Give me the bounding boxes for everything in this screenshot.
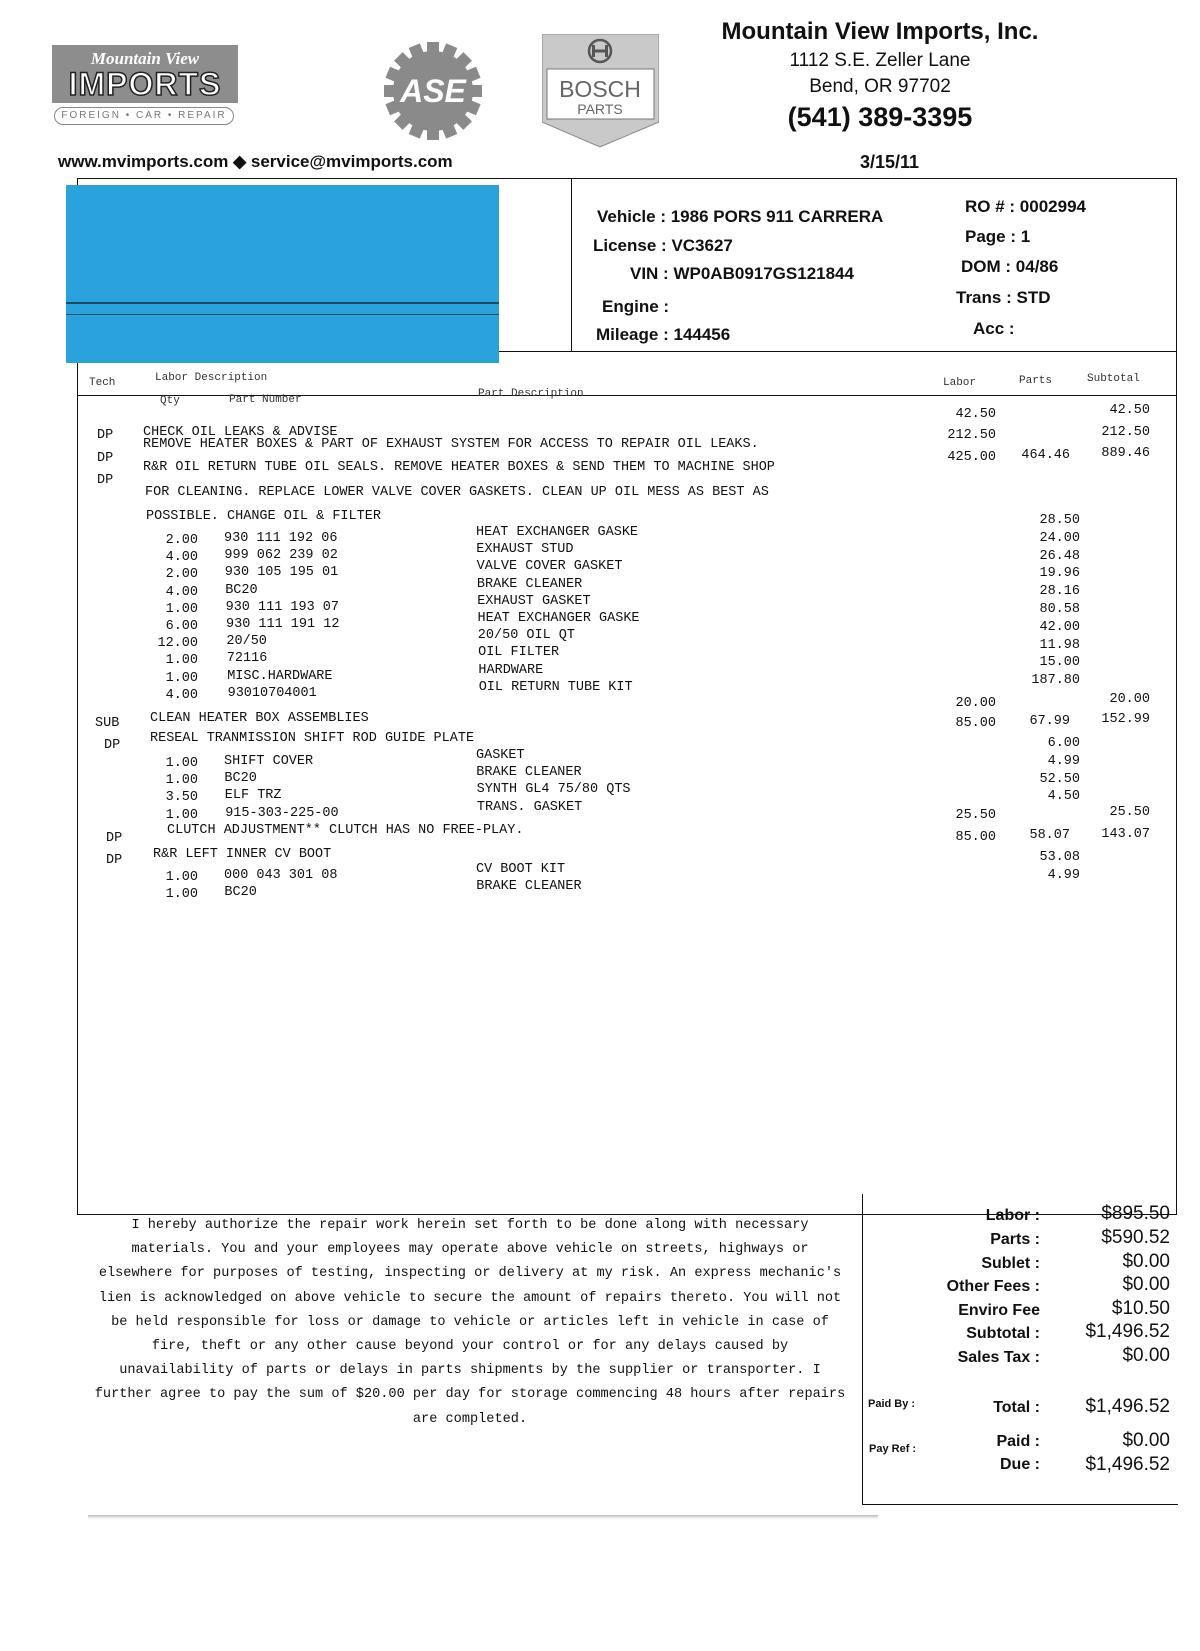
total-row-value: $10.50 [1111, 1298, 1170, 1319]
logo-script-text: Mountain View [90, 49, 200, 68]
line-subtotal: 20.00 [1109, 692, 1150, 707]
part-number: 930 111 192 06 [224, 531, 338, 546]
total-row-label: Subtotal : [966, 1325, 1040, 1342]
total-row-value: $1,496.52 [1085, 1321, 1170, 1342]
part-qty: 12.00 [157, 636, 198, 652]
total-row-label: Sales Tax : [957, 1349, 1040, 1366]
part-qty: 1.00 [165, 886, 198, 902]
line-description: CLUTCH ADJUSTMENT** CLUTCH HAS NO FREE-PLAY. [167, 823, 524, 838]
part-description: HARDWARE [478, 662, 544, 678]
part-price: 28.50 [1039, 513, 1080, 528]
col-labor-description: Labor Description [155, 372, 268, 384]
ase-text: ASE [400, 73, 466, 109]
total-row-label: Enviro Fee [958, 1302, 1040, 1319]
col-part-number: Part Number [229, 394, 302, 406]
part-qty: 2.00 [165, 533, 198, 548]
part-description: HEAT EXCHANGER GASKE [476, 525, 639, 540]
part-price: 4.50 [1047, 789, 1080, 805]
line-parts: 464.46 [1021, 448, 1070, 463]
line-tech: DP [97, 428, 114, 443]
part-number: ELF TRZ [224, 788, 282, 804]
part-number: 72116 [226, 651, 268, 667]
line-labor: 25.50 [955, 808, 996, 823]
authorization-statement: I hereby authorize the repair work herein set forth to be done along with necessary materials. You and your employees may operate above vehicle on streets, highways or elsewhere for purposes of testing, inspecting or delivery at my risk. An express mechanic's lien is acknowledged on above vehicle to secure the amount of repairs thereto. You will not be held responsible for loss or damage to vehicle or articles left in vehicle in case of fire, theft or any other cause beyond your control or for any delays caused by unavailability of parts or delays in parts shipments by the supplier or transporter. I further agree to pay the sum of $20.00 per day for storage commencing 48 hours after repairs are completed. [94, 1218, 846, 1427]
part-number: 930 111 193 07 [225, 599, 340, 615]
line-tech: DP [106, 853, 123, 868]
col-qty: Qty [160, 395, 180, 407]
col-part-description: Part Description [478, 388, 584, 400]
header-divider [571, 178, 572, 351]
part-price: 11.98 [1039, 637, 1080, 653]
line-labor: 85.00 [955, 830, 996, 845]
total-row-label: Parts : [990, 1231, 1040, 1248]
col-tech: Tech [89, 377, 116, 389]
paid-value: $0.00 [1122, 1430, 1170, 1451]
logo-tagline: FOREIGN • CAR • REPAIR [54, 107, 234, 125]
part-description: BRAKE CLEANER [476, 765, 582, 781]
line-description: R&R LEFT INNER CV BOOT [153, 847, 332, 862]
page-field: Page : 1 [965, 227, 1031, 246]
part-qty: 1.00 [165, 870, 198, 885]
part-price: 28.16 [1039, 584, 1080, 600]
col-labor: Labor [943, 377, 977, 389]
line-description: REMOVE HEATER BOXES & PART OF EXHAUST SYSTEM FOR ACCESS TO REPAIR OIL LEAKS. [143, 437, 759, 452]
part-price: 19.96 [1039, 566, 1080, 582]
total-row-value: $0.00 [1122, 1251, 1170, 1272]
part-description: CV BOOT KIT [476, 862, 566, 877]
part-qty: 4.00 [165, 550, 198, 566]
bosch-parts-text: PARTS [577, 101, 623, 117]
line-description-cont: POSSIBLE. CHANGE OIL & FILTER [146, 509, 381, 524]
due-value: $1,496.52 [1085, 1454, 1170, 1475]
part-qty: 2.00 [165, 567, 198, 583]
line-subtotal: 42.50 [1109, 403, 1150, 418]
total-row-label: Sublet : [981, 1255, 1040, 1272]
line-description: RESEAL TRANMISSION SHIFT ROD GUIDE PLATE [150, 731, 475, 746]
part-number: 930 105 195 01 [224, 565, 339, 581]
total-label: Total : [993, 1399, 1040, 1416]
part-number: 20/50 [226, 634, 267, 650]
part-qty: 1.00 [165, 601, 198, 617]
invoice-date: 3/15/11 [860, 152, 920, 172]
part-description: SYNTH GL4 75/80 QTS [476, 782, 631, 798]
part-qty: 4.00 [165, 687, 198, 703]
total-row-value: $0.00 [1122, 1274, 1170, 1295]
ase-logo [380, 38, 486, 144]
paid-by-label: Paid By : [868, 1398, 916, 1410]
part-number: BC20 [224, 771, 257, 787]
line-description-cont: FOR CLEANING. REPLACE LOWER VALVE COVER GASKETS. CLEAN UP OIL MESS AS BEST AS [145, 485, 769, 500]
line-description: CHECK OIL LEAKS & ADVISE [143, 425, 338, 440]
part-description: BRAKE CLEANER [476, 878, 582, 894]
part-qty: 6.00 [165, 619, 198, 634]
part-number: 93010704001 [227, 685, 317, 701]
part-number: 915-303-225-00 [225, 805, 339, 821]
part-description: EXHAUST STUD [476, 542, 574, 558]
part-price: 42.00 [1039, 619, 1080, 635]
part-qty: 1.00 [165, 756, 198, 771]
line-parts: 58.07 [1029, 828, 1070, 843]
part-price: 26.48 [1039, 548, 1080, 564]
mileage-field: Mileage : 144456 [596, 325, 731, 344]
line-tech: DP [97, 451, 114, 466]
vehicle-field: Vehicle : 1986 PORS 911 CARRERA [597, 207, 884, 226]
part-price: 4.99 [1047, 753, 1080, 769]
part-qty: 1.00 [165, 773, 198, 789]
line-parts: 67.99 [1029, 714, 1070, 729]
part-description: HEAT EXCHANGER GASKE [477, 611, 640, 626]
part-description: 20/50 OIL QT [477, 628, 576, 644]
logo-imports-text: IMPORTS [68, 66, 222, 102]
part-price: 15.00 [1039, 655, 1080, 671]
line-tech: DP [104, 738, 121, 753]
part-number: 930 111 191 12 [226, 617, 340, 632]
line-subtotal: 889.46 [1101, 446, 1150, 461]
total-row-label: Other Fees : [946, 1278, 1040, 1295]
part-qty: 1.00 [165, 653, 198, 669]
part-description: EXHAUST GASKET [477, 593, 591, 609]
due-label: Due : [1000, 1456, 1040, 1473]
part-description: VALVE COVER GASKET [476, 559, 623, 575]
part-description: OIL RETURN TUBE KIT [478, 679, 633, 695]
part-number: SHIFT COVER [224, 754, 314, 769]
line-tech: SUB [95, 716, 120, 731]
part-description: GASKET [476, 748, 525, 763]
paid-label: Paid : [996, 1433, 1040, 1450]
redacted-customer-info [66, 185, 499, 363]
bosch-parts-logo [542, 34, 659, 149]
part-qty: 4.00 [165, 584, 198, 600]
part-qty: 1.00 [165, 670, 198, 686]
line-subtotal: 143.07 [1101, 827, 1150, 842]
trans-field: Trans : STD [956, 288, 1051, 307]
engine-field: Engine : [602, 297, 670, 316]
part-qty: 1.00 [165, 807, 198, 823]
vin-field: VIN : WP0AB0917GS121844 [630, 264, 854, 283]
line-subtotal: 152.99 [1101, 712, 1150, 727]
company-city: Bend, OR 97702 [809, 76, 951, 97]
total-row-label: Labor : [985, 1207, 1040, 1224]
company-web-email: www.mvimports.com ◆ service@mvimports.com [58, 152, 453, 171]
line-labor: 425.00 [947, 450, 996, 465]
part-description: OIL FILTER [478, 645, 560, 661]
part-price: 80.58 [1039, 602, 1080, 617]
part-price: 187.80 [1031, 673, 1080, 689]
part-description: TRANS. GASKET [476, 799, 583, 815]
part-number: 999 062 239 02 [224, 548, 338, 564]
dom-field: DOM : 04/86 [961, 257, 1059, 276]
license-field: License : VC3627 [593, 236, 733, 255]
company-street: 1112 S.E. Zeller Lane [789, 50, 971, 71]
total-row-value: $895.50 [1101, 1203, 1170, 1224]
line-subtotal: 25.50 [1109, 805, 1150, 820]
line-tech: DP [106, 831, 123, 846]
total-row-value: $0.00 [1122, 1345, 1170, 1366]
company-name: Mountain View Imports, Inc. [721, 18, 1039, 45]
part-price: 6.00 [1047, 736, 1080, 751]
line-description: R&R OIL RETURN TUBE OIL SEALS. REMOVE HEATER BOXES & SEND THEM TO MACHINE SHOP [143, 460, 775, 475]
part-price: 4.99 [1047, 867, 1080, 883]
line-labor: 42.50 [955, 407, 996, 422]
part-price: 53.08 [1039, 850, 1080, 865]
part-number: BC20 [225, 582, 258, 598]
line-tech: DP [97, 473, 114, 488]
line-labor: 85.00 [955, 716, 996, 731]
company-phone: (541) 389-3395 [787, 102, 973, 132]
part-number: MISC.HARDWARE [227, 668, 333, 684]
part-price: 52.50 [1039, 771, 1080, 787]
total-value: $1,496.52 [1085, 1396, 1170, 1417]
line-description: CLEAN HEATER BOX ASSEMBLIES [150, 711, 369, 726]
part-description: BRAKE CLEANER [476, 576, 583, 592]
part-price: 24.00 [1039, 530, 1080, 546]
acc-field: Acc : [973, 319, 1015, 338]
col-subtotal: Subtotal [1087, 373, 1140, 385]
company-block [650, 14, 1110, 133]
line-subtotal: 212.50 [1101, 425, 1150, 440]
part-number: 000 043 301 08 [224, 868, 338, 883]
mountain-view-imports-logo [52, 45, 238, 131]
ro-field: RO # : 0002994 [965, 197, 1086, 216]
total-row-value: $590.52 [1101, 1227, 1170, 1248]
part-number: BC20 [224, 884, 257, 900]
line-labor: 20.00 [955, 696, 996, 711]
col-parts: Parts [1019, 375, 1053, 387]
line-labor: 212.50 [947, 428, 996, 443]
pay-ref-label: Pay Ref : [869, 1443, 917, 1455]
bosch-text: BOSCH [559, 76, 641, 102]
page-shadow [88, 1515, 878, 1519]
part-qty: 3.50 [165, 790, 198, 806]
